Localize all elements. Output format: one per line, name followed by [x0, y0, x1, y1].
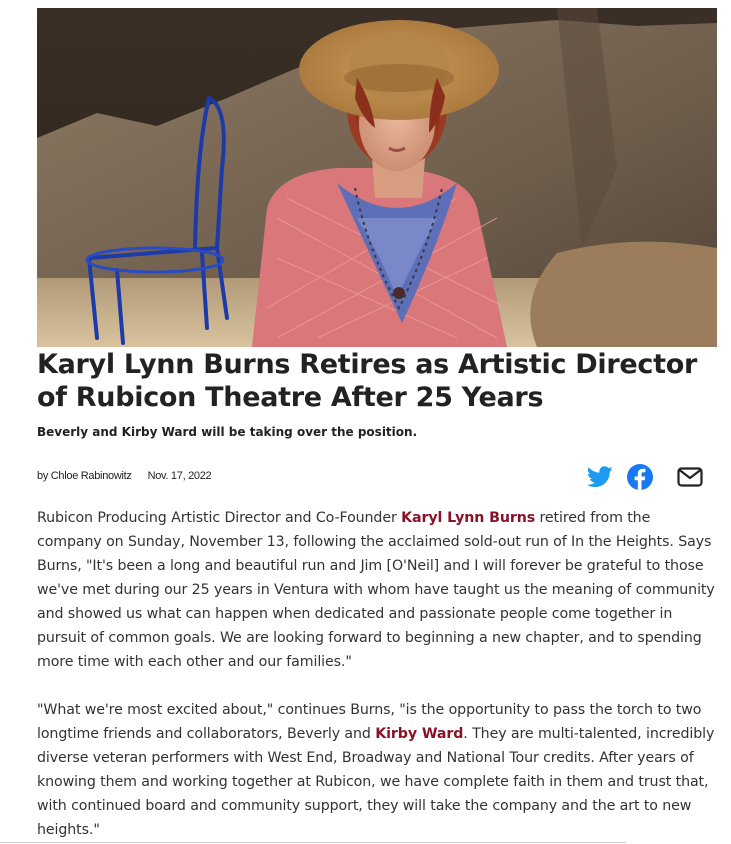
- hero-image: [37, 8, 717, 347]
- link-karyl-lynn-burns[interactable]: Karyl Lynn Burns: [401, 510, 536, 526]
- share-twitter-button[interactable]: [585, 462, 615, 492]
- link-kirby-ward[interactable]: Kirby Ward: [375, 726, 464, 742]
- share-bar: [585, 462, 710, 492]
- divider: [0, 842, 626, 843]
- byline: [37, 470, 211, 482]
- twitter-icon: [587, 466, 613, 488]
- article-title: Karyl Lynn Burns Retires as Artistic Director of Rubicon Theatre After 25 Years: [37, 349, 697, 413]
- share-facebook-button[interactable]: [625, 462, 655, 492]
- paragraph-text: . They are multi-talented, incredibly diverse veteran performers with West End, Broadway and National Tour credits. After years of knowing them and working together at Rubicon, we have complete faith in them and trust that, with continued board and community support, they will take the company and the art to new heights.": [37, 726, 715, 838]
- article-subtitle: Beverly and Kirby Ward will be taking over the position.: [37, 425, 418, 439]
- author-name[interactable]: by Chloe Rabinowitz: [37, 470, 132, 482]
- publish-date: Nov. 17, 2022: [147, 470, 212, 482]
- paragraph-2: [37, 698, 717, 842]
- facebook-icon: [627, 464, 653, 490]
- paragraph-1: [37, 506, 717, 674]
- paragraph-text: retired from the company on Sunday, November 13, following the acclaimed sold-out run of In the Heights. Says Burns, "It's been a long and beautiful run and Jim [O'Neil] and I will forever be grateful to those we've met during our 25 years in Ventura with whom have taught us the meaning of community and showed us what can happen when dedicated and passionate people come together in pursuit of common goals. We are looking forward to beginning a new chapter, and to spending more time with each other and our families.": [37, 510, 715, 670]
- hero-photo: [37, 8, 717, 347]
- article-body: [37, 506, 717, 844]
- paragraph-text: "What we're most excited about," continues Burns, "is the opportunity to pass the torch to two longtime friends and collaborators, Beverly and: [37, 702, 702, 742]
- paragraph-text: Rubicon Producing Artistic Director and Co-Founder: [37, 510, 402, 526]
- share-email-button[interactable]: [675, 462, 705, 492]
- email-icon: [677, 467, 703, 487]
